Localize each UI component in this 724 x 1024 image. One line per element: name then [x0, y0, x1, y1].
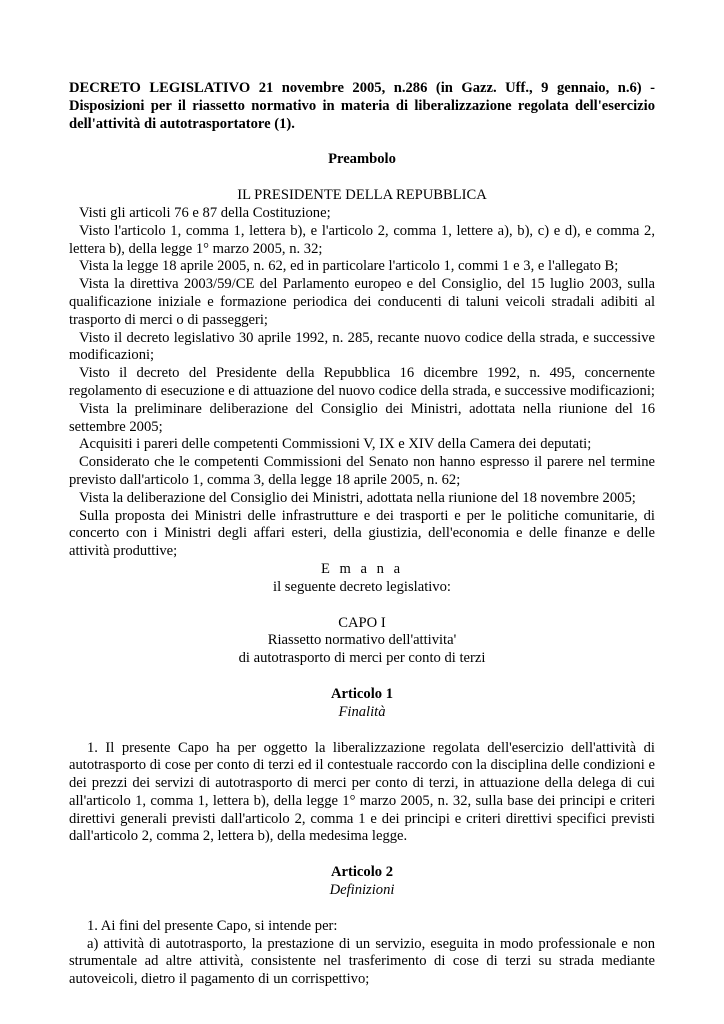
preamble-paragraph-9: Considerato che le competenti Commissioni del Senato non hanno espresso il parere nel termine previsto dall'articolo 1, comma 3, della legge 18 aprile 2005, n. 62;: [69, 454, 655, 488]
preamble-body: [69, 205, 655, 561]
preamble-paragraph-4: Vista la direttiva 2003/59/CE del Parlamento europeo e del Consiglio, del 15 luglio 2003, sulla qualificazione iniziale e formazione periodica dei conducenti di taluni veicoli stradali adibiti al trasporto di merci o di passeggeri;: [69, 276, 655, 328]
preamble-paragraph-8: Acquisiti i pareri delle competenti Commissioni V, IX e XIV della Camera dei deputati;: [79, 436, 592, 453]
capo-title-line-1: Riassetto normativo dell'attivita': [267, 632, 457, 649]
emana-subtitle: il seguente decreto legislativo:: [273, 578, 451, 595]
article-2-heading: Articolo 2: [330, 864, 393, 881]
preamble-paragraph-3: Vista la legge 18 aprile 2005, n. 62, ed in particolare l'articolo 1, commi 1 e 3, e l'allegato B;: [79, 258, 619, 275]
article-2-text-1: 1. Ai fini del presente Capo, si intende per:: [87, 917, 338, 934]
preamble-heading: Preambolo: [328, 151, 396, 168]
emana-heading: E m a n a: [320, 560, 404, 577]
article-1-subtitle: Finalità: [338, 703, 386, 720]
preamble-paragraph-2: Visto l'articolo 1, comma 1, lettera b), e l'articolo 2, comma 1, lettere a), b), c) e d), e comma 2, lettera b), della legge 1° marzo 2005, n. 32;: [69, 222, 655, 257]
article-2-text-2: a) attività di autotrasporto, la prestazione di un servizio, eseguita in modo professionale e non strumentale ad altre attività, consistente nel trasferimento di cose di terzi su strada mediante autoveicoli, dietro il pagamento di un corrispettivo;: [69, 935, 655, 988]
president-heading: IL PRESIDENTE DELLA REPUBBLICA: [237, 187, 487, 204]
preamble-paragraph-6: Visto il decreto del Presidente della Repubblica 16 dicembre 1992, n. 495, concernente regolamento di esecuzione e di attuazione del nuovo codice della strada, e successive modificazioni;: [69, 365, 655, 399]
article-1-text: 1. Il presente Capo ha per oggetto la liberalizzazione regolata dell'esercizio dell'attività di autotrasporto di cose per conto di terzi ed il contestuale raccordo con la disciplina delle condizioni e dei prezzi dei servizi di autotrasporto di merci per conto di terzi, in attuazione della delega di cui all'articolo 1, comma 1, lettera b), della legge 1° marzo 2005, n. 32, sulla base dei principi e criteri direttivi generali previsti dall'articolo 2, comma 1 e dei principi e criteri direttivi specifici previsti dall'articolo 2, comma 2, lettera b), della medesima legge.: [69, 739, 655, 845]
article-1-heading: Articolo 1: [330, 685, 393, 702]
document-page: [69, 80, 655, 989]
preamble-paragraph-10: Vista la deliberazione del Consiglio dei Ministri, adottata nella riunione del 18 novembre 2005;: [79, 489, 636, 506]
preamble-paragraph-5: Visto il decreto legislativo 30 aprile 1992, n. 285, recante nuovo codice della strada, e successive modificazioni;: [69, 329, 655, 364]
preamble-paragraph-7: Vista la preliminare deliberazione del Consiglio dei Ministri, adottata nella riunione del 16 settembre 2005;: [69, 400, 655, 435]
article-2-subtitle: Definizioni: [329, 882, 395, 899]
document-title: DECRETO LEGISLATIVO 21 novembre 2005, n.286 (in Gazz. Uff., 9 gennaio, n.6) - Disposizioni per il riassetto normativo in materia di liberalizzazione regolata dell'esercizio dell'attività di autotrasportatore (1).: [69, 80, 655, 132]
preamble-paragraph-11: Sulla proposta dei Ministri delle infrastrutture e dei trasporti e per le politiche comunitarie, di concerto con i Ministri degli affari esteri, della giustizia, dell'economia e delle finanze e delle attività produttive;: [69, 507, 655, 560]
preamble-paragraph-1: Visti gli articoli 76 e 87 della Costituzione;: [79, 204, 331, 221]
capo-heading: CAPO I: [338, 614, 386, 631]
capo-title-line-2: di autotrasporto di merci per conto di terzi: [238, 650, 486, 667]
